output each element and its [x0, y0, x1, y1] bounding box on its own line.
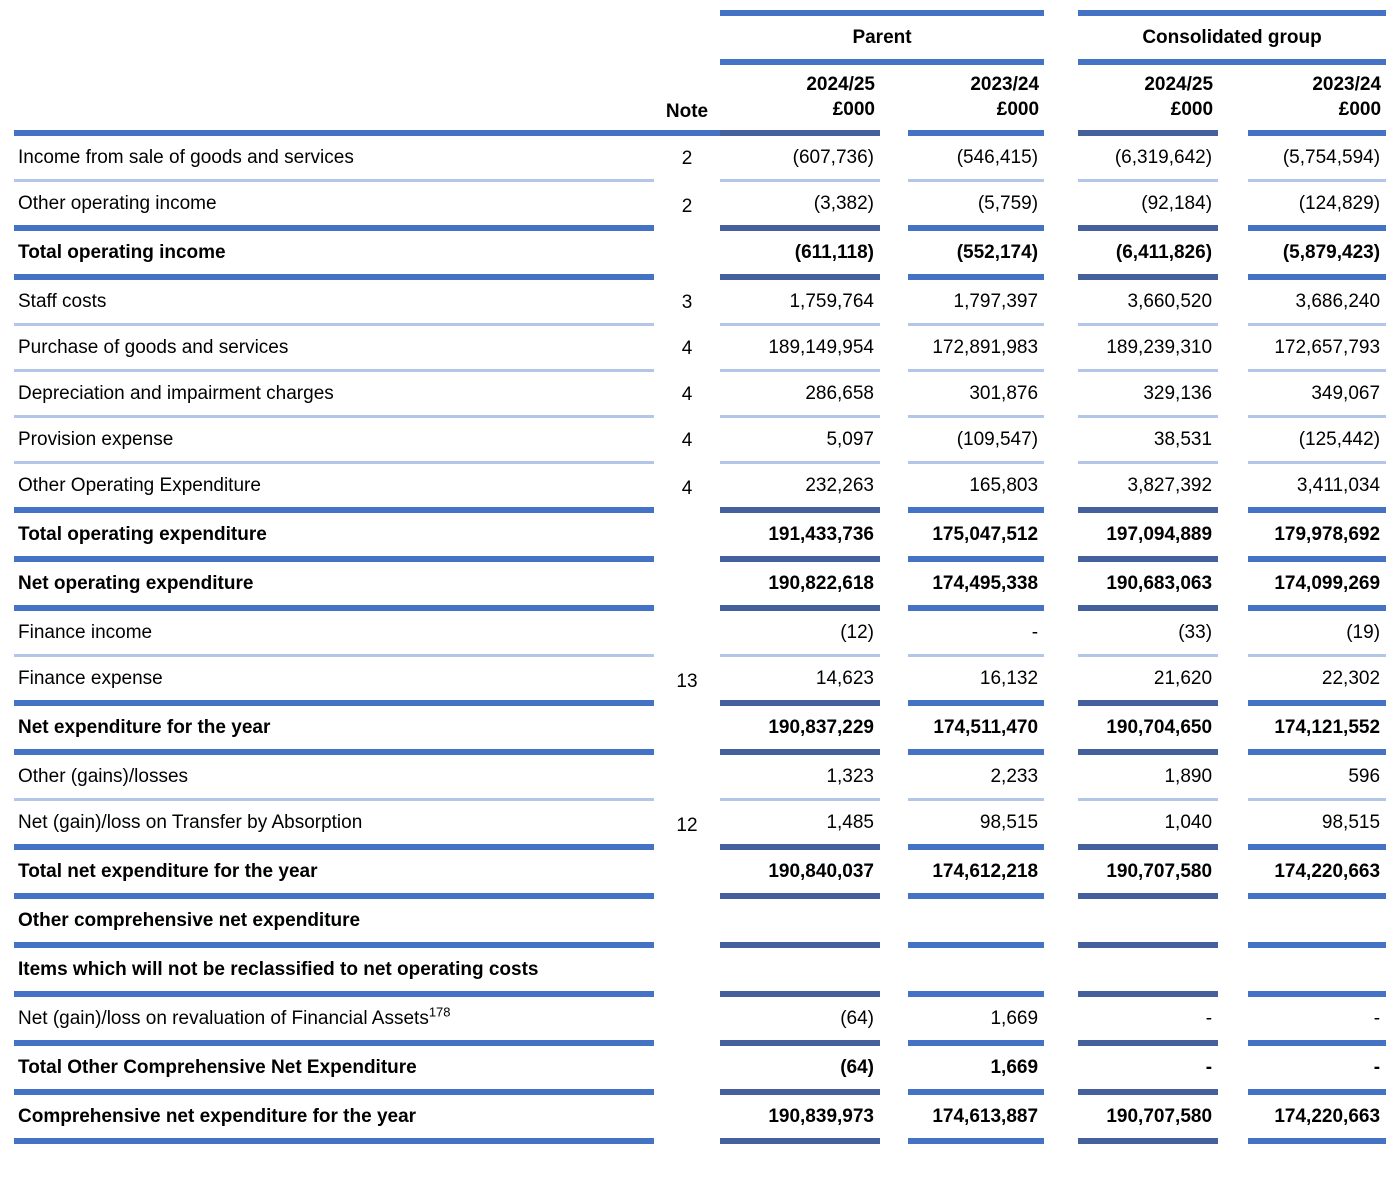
- table-row: [14, 657, 1386, 706]
- column-gap: [1044, 801, 1078, 850]
- value-cell: [908, 899, 1044, 948]
- table-row: [14, 326, 1386, 372]
- value-cell: [908, 948, 1044, 997]
- column-gap: [1044, 948, 1078, 997]
- col-header-consolidated-prior: [1248, 65, 1386, 136]
- value-cell: 1,485: [720, 801, 880, 850]
- value-cell: [1078, 948, 1218, 997]
- table-row: [14, 136, 1386, 182]
- year-label: 2023/24: [970, 73, 1040, 95]
- row-label: Finance income: [14, 611, 654, 657]
- row-label: Staff costs: [14, 280, 654, 326]
- column-gap: [880, 464, 908, 513]
- year-label: 2023/24: [1312, 73, 1382, 95]
- group-header-row: [14, 10, 1386, 65]
- value-cell: 1,759,764: [720, 280, 880, 326]
- table-row: [14, 1095, 1386, 1144]
- column-gap: [1218, 948, 1248, 997]
- note-reference: [654, 1046, 720, 1095]
- value-cell: 190,839,973: [720, 1095, 880, 1144]
- value-cell: (125,442): [1248, 418, 1386, 464]
- value-cell: 232,263: [720, 464, 880, 513]
- note-reference: 3: [681, 292, 693, 313]
- value-cell: (6,319,642): [1078, 136, 1218, 182]
- column-gap: [1218, 280, 1248, 326]
- value-cell: (6,411,826): [1078, 231, 1218, 280]
- value-cell: 172,657,793: [1248, 326, 1386, 372]
- table-row: [14, 755, 1386, 801]
- column-gap: [1044, 280, 1078, 326]
- column-gap: [1044, 513, 1078, 562]
- value-cell: 175,047,512: [908, 513, 1044, 562]
- value-cell: 174,220,663: [1248, 850, 1386, 899]
- value-cell: 98,515: [908, 801, 1044, 850]
- value-cell: 197,094,889: [1078, 513, 1218, 562]
- value-cell: (3,382): [720, 182, 880, 231]
- column-gap: [1218, 801, 1248, 850]
- column-gap: [1044, 136, 1078, 182]
- column-gap: [1044, 326, 1078, 372]
- column-gap: [880, 65, 908, 136]
- year-label: 2024/25: [1144, 73, 1214, 95]
- value-cell: 1,323: [720, 755, 880, 801]
- row-label: Other operating income: [14, 182, 654, 231]
- column-gap: [1218, 1046, 1248, 1095]
- column-gap: [880, 801, 908, 850]
- table-row: [14, 801, 1386, 850]
- unit-label: £000: [1338, 99, 1382, 121]
- note-column-header: Note: [654, 65, 720, 136]
- value-cell: (546,415): [908, 136, 1044, 182]
- column-gap: [1218, 65, 1248, 136]
- value-cell: 22,302: [1248, 657, 1386, 706]
- value-cell: 174,121,552: [1248, 706, 1386, 755]
- column-gap: [1218, 464, 1248, 513]
- value-cell: 3,660,520: [1078, 280, 1218, 326]
- value-cell: 190,683,063: [1078, 562, 1218, 611]
- value-cell: 14,623: [720, 657, 880, 706]
- row-label: Net (gain)/loss on Transfer by Absorption: [14, 801, 654, 850]
- value-cell: 3,686,240: [1248, 280, 1386, 326]
- unit-label: £000: [832, 99, 875, 121]
- note-reference: [654, 755, 720, 801]
- note-reference: [654, 899, 720, 948]
- column-gap: [1044, 657, 1078, 706]
- table-row: [14, 562, 1386, 611]
- value-cell: (12): [720, 611, 880, 657]
- column-gap: [1044, 182, 1078, 231]
- row-label: Net expenditure for the year: [14, 706, 654, 755]
- value-cell: [1248, 948, 1386, 997]
- value-cell: 190,707,580: [1078, 850, 1218, 899]
- note-reference: [654, 948, 720, 997]
- table-row: [14, 850, 1386, 899]
- row-label: Provision expense: [14, 418, 654, 464]
- value-cell: 21,620: [1078, 657, 1218, 706]
- col-header-consolidated-current: [1078, 65, 1218, 136]
- table-row: [14, 418, 1386, 464]
- row-label: Comprehensive net expenditure for the year: [14, 1095, 654, 1144]
- column-gap: [880, 706, 908, 755]
- footnote-reference: 178: [428, 1004, 451, 1020]
- value-cell: -: [1248, 1046, 1386, 1095]
- column-gap: [1044, 1095, 1078, 1144]
- column-gap: [880, 755, 908, 801]
- value-cell: (33): [1078, 611, 1218, 657]
- note-reference: [654, 850, 720, 899]
- row-label: Total Other Comprehensive Net Expenditure: [14, 1046, 654, 1095]
- value-cell: [720, 948, 880, 997]
- note-reference: 2: [681, 148, 693, 169]
- row-label: Net operating expenditure: [14, 562, 654, 611]
- value-cell: 1,669: [908, 997, 1044, 1046]
- column-gap: [880, 326, 908, 372]
- value-cell: 165,803: [908, 464, 1044, 513]
- row-label: Total operating expenditure: [14, 513, 654, 562]
- column-gap: [1218, 562, 1248, 611]
- column-gap: [1218, 1095, 1248, 1144]
- value-cell: 174,612,218: [908, 850, 1044, 899]
- column-gap: [1044, 850, 1078, 899]
- column-gap: [880, 997, 908, 1046]
- column-gap: [1218, 372, 1248, 418]
- value-cell: 174,511,470: [908, 706, 1044, 755]
- col-header-parent-prior: [908, 65, 1044, 136]
- column-gap: [1044, 231, 1078, 280]
- column-gap: [1218, 850, 1248, 899]
- value-cell: (607,736): [720, 136, 880, 182]
- value-cell: 596: [1248, 755, 1386, 801]
- row-label: Depreciation and impairment charges: [14, 372, 654, 418]
- value-cell: 1,797,397: [908, 280, 1044, 326]
- unit-label: £000: [996, 99, 1040, 121]
- column-gap: [1218, 513, 1248, 562]
- note-reference: [654, 1095, 720, 1144]
- value-cell: 174,220,663: [1248, 1095, 1386, 1144]
- column-gap: [1218, 899, 1248, 948]
- table-row: [14, 182, 1386, 231]
- row-label: Net (gain)/loss on revaluation of Financial Assets$^{178}$: [14, 997, 654, 1046]
- table-row: [14, 231, 1386, 280]
- value-cell: 98,515: [1248, 801, 1386, 850]
- column-gap: [1044, 418, 1078, 464]
- statement-rows: [14, 136, 1386, 1144]
- column-gap: [1218, 657, 1248, 706]
- row-label: Income from sale of goods and services: [14, 136, 654, 182]
- col-header-parent-current: [720, 65, 880, 136]
- column-gap: [880, 1095, 908, 1144]
- label-column-header: [14, 65, 654, 136]
- column-gap: [1044, 755, 1078, 801]
- column-gap: [880, 280, 908, 326]
- column-gap: [1218, 326, 1248, 372]
- row-label: Other Operating Expenditure: [14, 464, 654, 513]
- group-gap: [1044, 10, 1078, 65]
- value-cell: (5,879,423): [1248, 231, 1386, 280]
- column-gap: [880, 562, 908, 611]
- value-cell: 189,239,310: [1078, 326, 1218, 372]
- note-reference: [654, 562, 720, 611]
- column-gap: [880, 611, 908, 657]
- table-row: [14, 464, 1386, 513]
- value-cell: [720, 899, 880, 948]
- column-gap: [880, 418, 908, 464]
- value-cell: (19): [1248, 611, 1386, 657]
- column-gap: [880, 231, 908, 280]
- value-cell: 179,978,692: [1248, 513, 1386, 562]
- column-gap: [880, 136, 908, 182]
- value-cell: [1078, 899, 1218, 948]
- row-label: Total operating income: [14, 231, 654, 280]
- column-gap: [880, 1046, 908, 1095]
- value-cell: 38,531: [1078, 418, 1218, 464]
- column-gap: [1044, 65, 1078, 136]
- group-header-parent: Parent: [720, 10, 1044, 65]
- value-cell: 286,658: [720, 372, 880, 418]
- note-reference: [654, 706, 720, 755]
- column-gap: [1218, 706, 1248, 755]
- note-reference: [654, 611, 720, 657]
- note-reference: 12: [676, 814, 698, 836]
- note-reference: 4: [681, 430, 693, 451]
- value-cell: 5,097: [720, 418, 880, 464]
- value-cell: 16,132: [908, 657, 1044, 706]
- statement-of-comprehensive-net-expenditure: [14, 10, 1386, 1144]
- value-cell: (92,184): [1078, 182, 1218, 231]
- column-gap: [1218, 418, 1248, 464]
- note-reference: 2: [681, 195, 693, 217]
- table-row: [14, 280, 1386, 326]
- column-gap: [1044, 899, 1078, 948]
- table-row: [14, 899, 1386, 948]
- value-cell: 190,707,580: [1078, 1095, 1218, 1144]
- table-row: [14, 948, 1386, 997]
- table-row: [14, 1046, 1386, 1095]
- row-label: Other comprehensive net expenditure: [14, 899, 654, 948]
- group-header-spacer: [14, 10, 720, 65]
- unit-label: £000: [1170, 99, 1214, 121]
- value-cell: 174,099,269: [1248, 562, 1386, 611]
- note-reference: [654, 997, 720, 1046]
- note-reference: 13: [676, 670, 698, 692]
- value-cell: 190,704,650: [1078, 706, 1218, 755]
- row-label: Purchase of goods and services: [14, 326, 654, 372]
- column-gap: [1218, 755, 1248, 801]
- value-cell: -: [908, 611, 1044, 657]
- value-cell: 1,040: [1078, 801, 1218, 850]
- column-gap: [1044, 562, 1078, 611]
- value-cell: (64): [720, 1046, 880, 1095]
- value-cell: (5,759): [908, 182, 1044, 231]
- column-gap: [880, 372, 908, 418]
- row-label: Items which will not be reclassified to net operating costs: [14, 948, 654, 997]
- column-gap: [1044, 464, 1078, 513]
- column-gap: [1044, 372, 1078, 418]
- value-cell: (5,754,594): [1248, 136, 1386, 182]
- value-cell: 189,149,954: [720, 326, 880, 372]
- value-cell: 174,495,338: [908, 562, 1044, 611]
- value-cell: 190,840,037: [720, 850, 880, 899]
- value-cell: 329,136: [1078, 372, 1218, 418]
- group-header-consolidated: Consolidated group: [1078, 10, 1386, 65]
- column-gap: [880, 513, 908, 562]
- value-cell: 190,822,618: [720, 562, 880, 611]
- note-reference: [654, 231, 720, 280]
- table-row: [14, 372, 1386, 418]
- value-cell: -: [1248, 997, 1386, 1046]
- column-gap: [1044, 997, 1078, 1046]
- value-cell: 1,890: [1078, 755, 1218, 801]
- value-cell: 3,411,034: [1248, 464, 1386, 513]
- value-cell: (109,547): [908, 418, 1044, 464]
- value-cell: 1,669: [908, 1046, 1044, 1095]
- value-cell: 2,233: [908, 755, 1044, 801]
- column-gap: [1218, 136, 1248, 182]
- table-row: [14, 997, 1386, 1046]
- value-cell: -: [1078, 997, 1218, 1046]
- value-cell: 301,876: [908, 372, 1044, 418]
- column-gap: [880, 657, 908, 706]
- value-cell: 349,067: [1248, 372, 1386, 418]
- value-cell: 3,827,392: [1078, 464, 1218, 513]
- column-gap: [1044, 1046, 1078, 1095]
- table-header: [14, 10, 1386, 136]
- column-gap: [880, 948, 908, 997]
- table-row: [14, 513, 1386, 562]
- value-cell: (611,118): [720, 231, 880, 280]
- column-gap: [1218, 182, 1248, 231]
- row-label: Finance expense: [14, 657, 654, 706]
- table-row: [14, 706, 1386, 755]
- column-gap: [880, 182, 908, 231]
- value-cell: (64): [720, 997, 880, 1046]
- note-reference: [654, 513, 720, 562]
- value-cell: 174,613,887: [908, 1095, 1044, 1144]
- note-reference: 4: [681, 384, 693, 405]
- value-cell: -: [1078, 1046, 1218, 1095]
- column-header-row: [14, 65, 1386, 136]
- column-gap: [880, 850, 908, 899]
- value-cell: 172,891,983: [908, 326, 1044, 372]
- column-gap: [1044, 611, 1078, 657]
- row-label: Total net expenditure for the year: [14, 850, 654, 899]
- column-gap: [1044, 706, 1078, 755]
- column-gap: [1218, 611, 1248, 657]
- column-gap: [880, 899, 908, 948]
- note-reference: 4: [681, 338, 693, 359]
- value-cell: 190,837,229: [720, 706, 880, 755]
- value-cell: (124,829): [1248, 182, 1386, 231]
- column-gap: [1218, 997, 1248, 1046]
- value-cell: [1248, 899, 1386, 948]
- value-cell: 191,433,736: [720, 513, 880, 562]
- value-cell: (552,174): [908, 231, 1044, 280]
- year-label: 2024/25: [806, 73, 875, 95]
- note-reference: 4: [681, 477, 693, 499]
- table-row: [14, 611, 1386, 657]
- column-gap: [1218, 231, 1248, 280]
- row-label: Other (gains)/losses: [14, 755, 654, 801]
